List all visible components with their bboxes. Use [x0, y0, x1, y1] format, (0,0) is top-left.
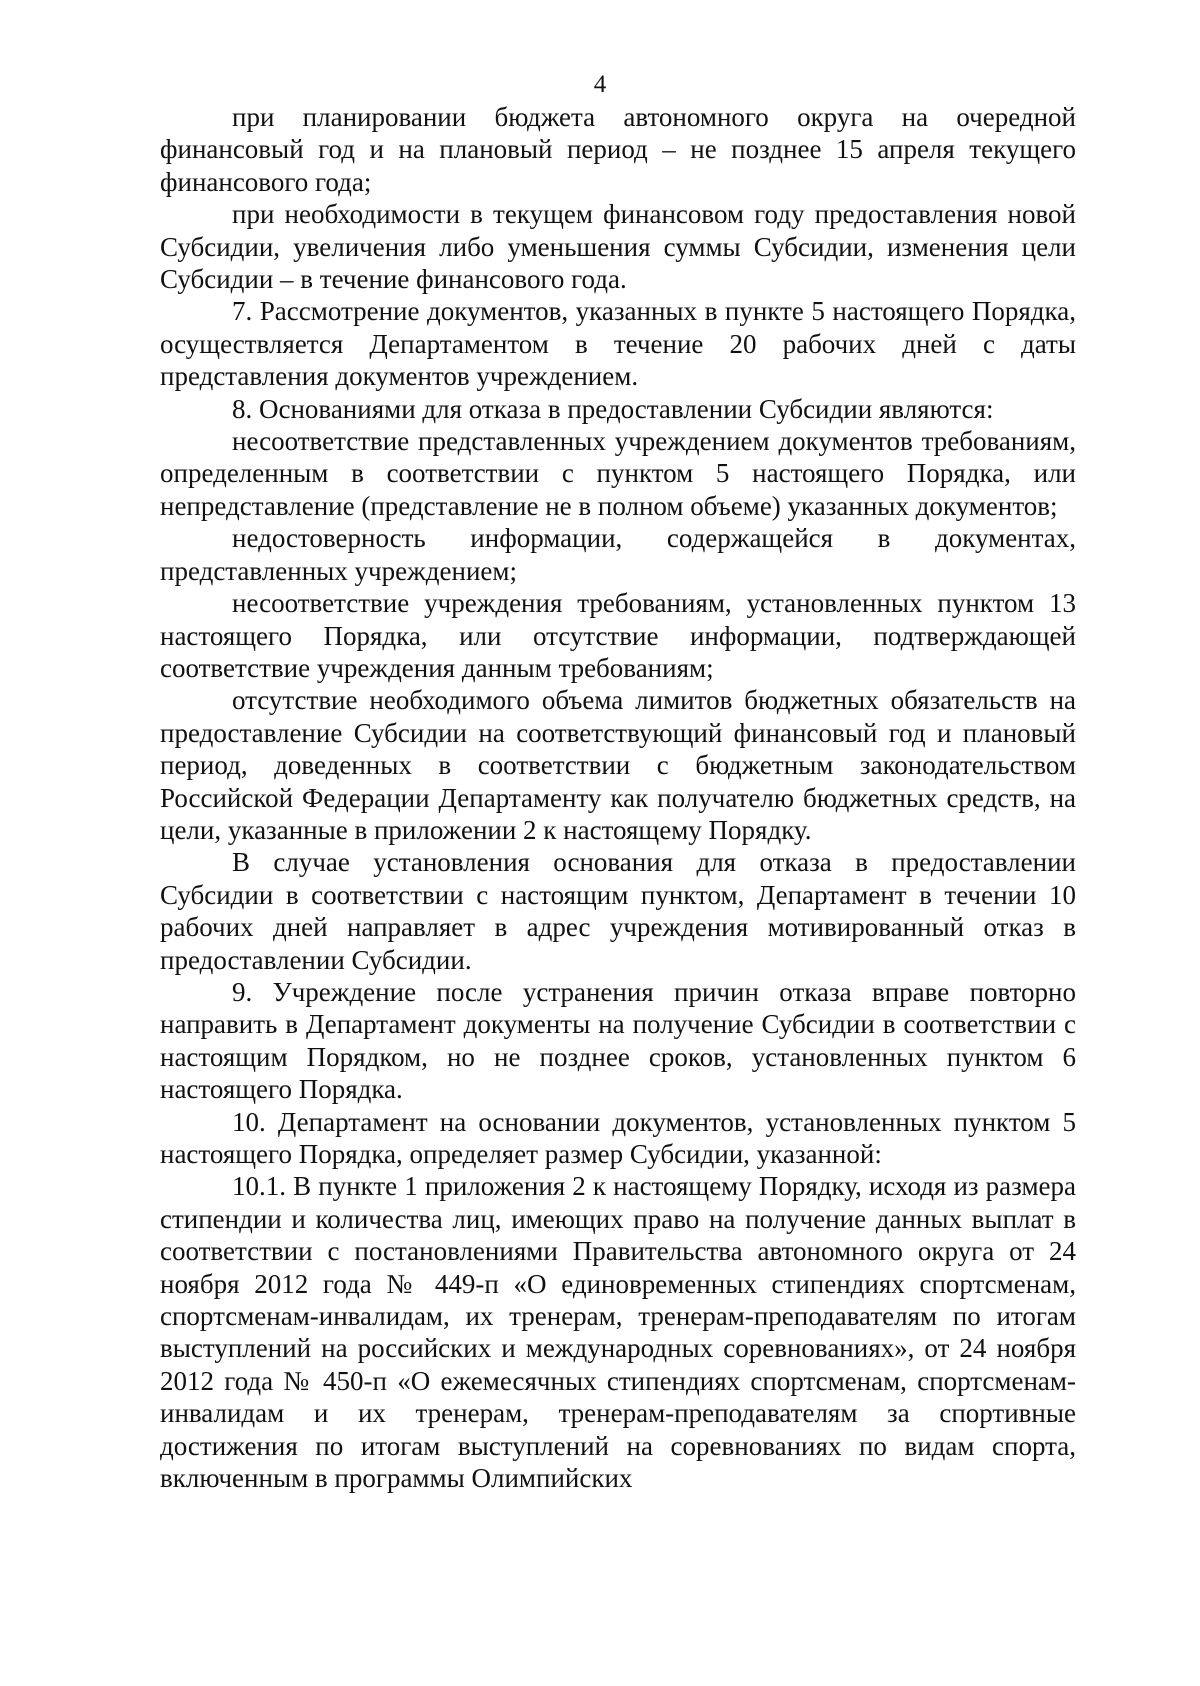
paragraph-refusal-ground-1: несоответствие представленных учреждением документов требованиям, определенным в соответствии с пунктом 5 настоящего Порядка, или непредставление (представление не в полном объеме) указанных документов; — [160, 426, 1076, 521]
paragraph-item-7: 7. Рассмотрение документов, указанных в пункте 5 настоящего Порядка, осуществляется Департаментом в течение 20 рабочих дней с даты представления документов учреждением. — [160, 296, 1076, 392]
paragraph-refusal-notice: В случае установления основания для отказа в предоставлении Субсидии в соответствии с настоящим пунктом, Департамент в течении 10 рабочих дней направляет в адрес учреждения мотивированный отказ в предоставлении Субсидии. — [160, 847, 1076, 975]
paragraph-refusal-ground-3: несоответствие учреждения требованиям, установленных пунктом 13 настоящего Порядка, или отсутствие информации, подтверждающей соответствие учреждения данным требованиям; — [160, 588, 1076, 683]
paragraph-item-8: 8. Основаниями для отказа в предоставлении Субсидии являются: — [232, 393, 994, 424]
paragraph-refusal-ground-4: отсутствие необходимого объема лимитов бюджетных обязательств на предоставление Субсидии на соответствующий финансовый год и плановый период, доведенных в соответствии с бюджетным законодательством Российской Федерации Департаменту как получателю бюджетных средств, на цели, указанные в приложении 2 к настоящему Порядку. — [160, 685, 1076, 845]
paragraph-refusal-ground-2: недостоверность информации, содержащейся в документах, представленных учреждением; — [160, 523, 1076, 586]
paragraph-item-10-1: 10.1. В пункте 1 приложения 2 к настоящему Порядку, исходя из размера стипендии и количества лиц, имеющих право на получение данных выплат в соответствии с постановлениями Правительства автономного округа от 24 ноября 2012 года № 449-п «О единовременных стипендиях спортсменам, спортсменам-инвалидам, их тренерам, тренерам-преподавателям по итогам выступлений на российских и международных соревнованиях», от 24 ноября 2012 года № 450-п «О ежемесячных стипендиях спортсменам, спортсменам-инвалидам и их тренерам, тренерам-преподавателям за спортивные достижения по итогам выступлений на соревнованиях по видам спорта, включенным в программы Олимпийских — [160, 1171, 1076, 1494]
page-number: 4 — [593, 71, 607, 98]
paragraph-item-9: 9. Учреждение после устранения причин отказа вправе повторно направить в Департамент документы на получение Субсидии в соответствии с настоящим Порядком, но не позднее сроков, установленных пунктом 6 настоящего Порядка. — [160, 976, 1076, 1105]
paragraph-new-subsidy: при необходимости в текущем финансовом году предоставления новой Субсидии, увеличения либо уменьшения суммы Субсидии, изменения цели Субсидии – в течение финансового года. — [160, 199, 1076, 295]
document-body — [160, 101, 1076, 1494]
paragraph-planning-deadline: при планировании бюджета автономного округа на очередной финансовый год и на плановый период – не позднее 15 апреля текущего финансового года; — [160, 102, 1076, 197]
paragraph-item-10: 10. Департамент на основании документов, установленных пунктом 5 настоящего Порядка, определяет размер Субсидии, указанной: — [160, 1106, 1076, 1169]
